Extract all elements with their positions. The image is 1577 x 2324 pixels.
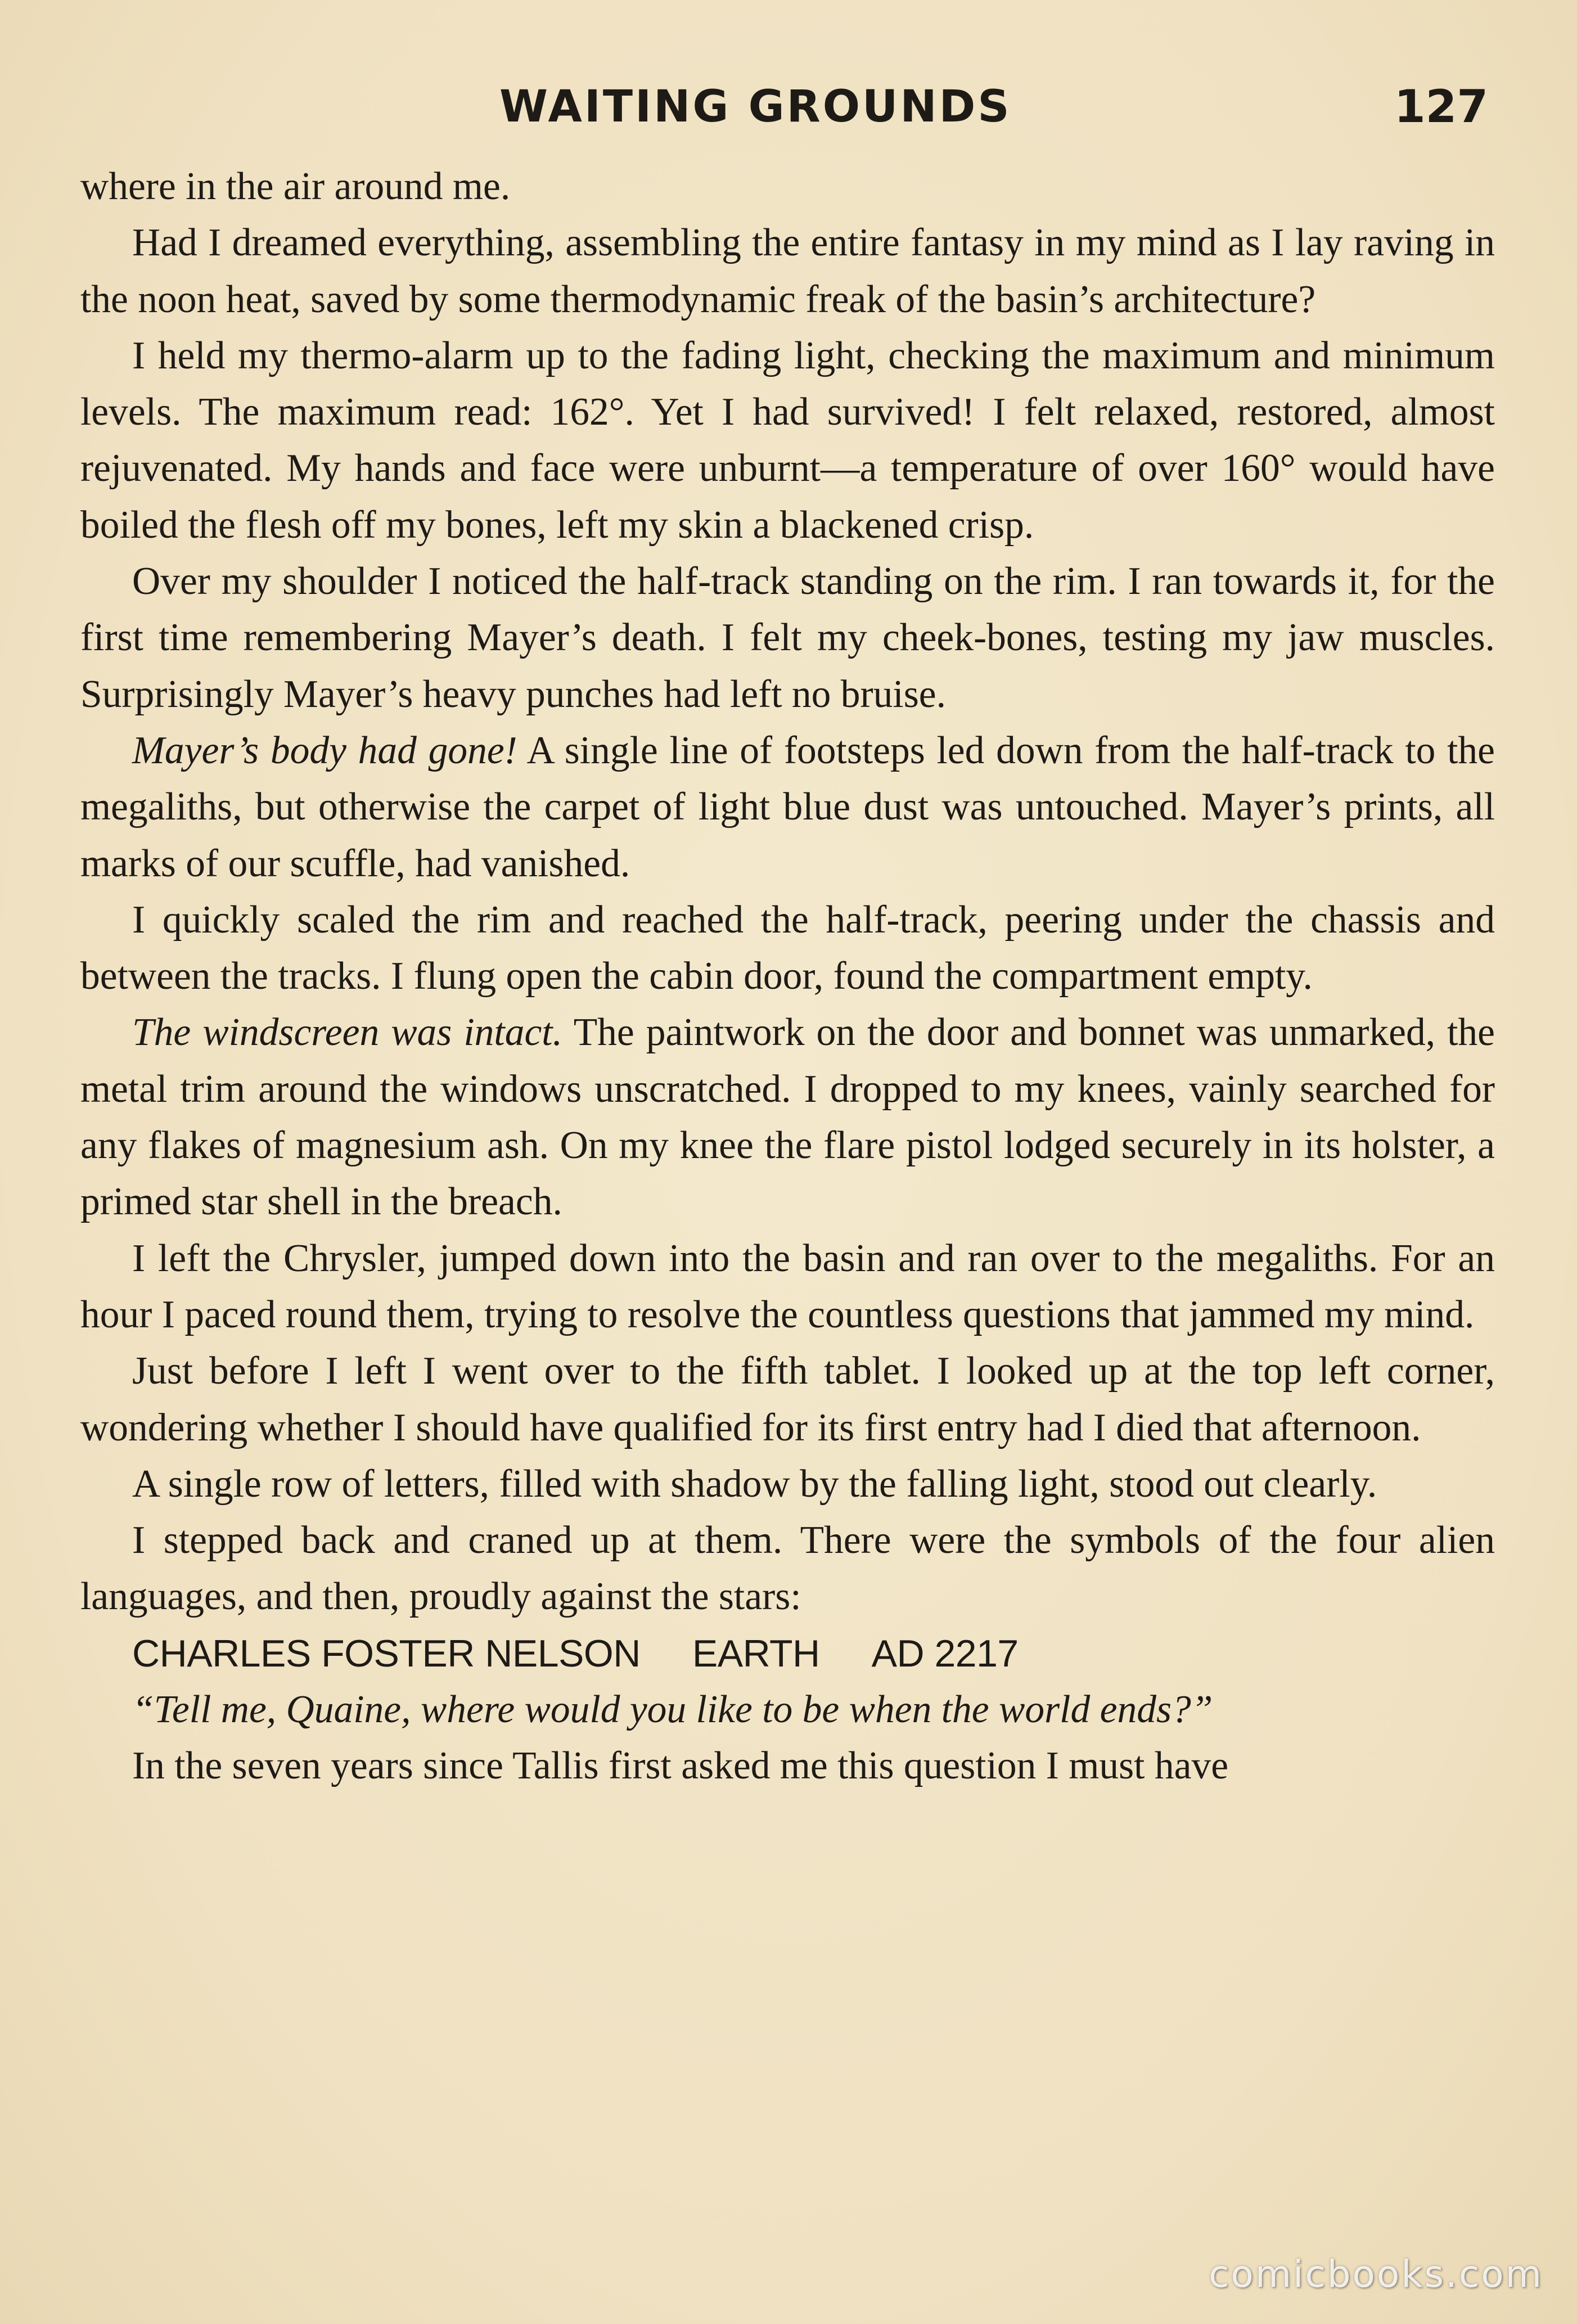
inscription-line	[80, 1625, 1495, 1682]
italic-lead: Mayer’s body had gone!	[132, 728, 517, 772]
paragraph: Over my shoulder I noticed the half-track standing on the rim. I ran towards it, for the first time remembering Mayer’s death. I felt my cheek-bones, testing my jaw muscles. Surprisingly Mayer’s heavy punches had left no bruise.	[80, 560, 1495, 716]
paragraph	[80, 1005, 1495, 1230]
paragraph-text: A single line of footsteps led down from the half-track to the megaliths, but otherwise the carpet of light blue dust was untouched. Mayer’s prints, all marks of our scuffle, had vanished.	[80, 728, 1495, 885]
inscription-name: CHARLES FOSTER NELSON	[132, 1632, 641, 1675]
chapter-title: WAITING GROUNDS	[499, 82, 1012, 132]
paragraph: Had I dreamed everything, assembling the entire fantasy in my mind as I lay raving in the noon heat, saved by some thermodynamic freak of the basin’s architecture?	[80, 221, 1495, 321]
quote-text: “Tell me, Quaine, where would you like to be when the world ends?”	[132, 1688, 1213, 1732]
paragraph: where in the air around me.	[80, 165, 511, 208]
inscription-date: AD 2217	[871, 1632, 1019, 1675]
quote-paragraph	[80, 1682, 1495, 1738]
paragraph: Just before I left I went over to the fifth tablet. I looked up at the top left corner, wondering whether I should have qualified for its first entry had I died that afternoon.	[80, 1349, 1495, 1449]
watermark: comicbooks.com	[1209, 2253, 1543, 2296]
inscription-planet: EARTH	[692, 1632, 820, 1675]
paragraph	[80, 723, 1495, 892]
paragraph: In the seven years since Tallis first asked me this question I must have	[132, 1744, 1229, 1788]
body-text	[80, 159, 1495, 1795]
paragraph: I held my thermo-alarm up to the fading light, checking the maximum and minimum levels. The maximum read: 162°. Yet I had survived! I felt relaxed, restored, almost rejuvenated. My hands and face were unburnt—a temperature of over 160° would have boiled the flesh off my bones, left my skin a blackened crisp.	[80, 334, 1495, 547]
paragraph: A single row of letters, filled with shadow by the falling light, stood out clearly.	[132, 1462, 1377, 1506]
paragraph-text: The paintwork on the door and bonnet was unmarked, the metal trim around the windows unscratched. I dropped to my knees, vainly searched for any flakes of magnesium ash. On my knee the flare pistol lodged securely in its holster, a primed star shell in the breach.	[80, 1011, 1495, 1224]
page-number: 127	[1394, 80, 1488, 133]
running-head	[0, 76, 1577, 138]
paragraph: I left the Chrysler, jumped down into the basin and ran over to the megaliths. For an hour I paced round them, trying to resolve the countless questions that jammed my mind.	[80, 1236, 1495, 1336]
paragraph: I stepped back and craned up at them. There were the symbols of the four alien languages, and then, proudly against the stars:	[80, 1519, 1495, 1619]
italic-lead: The windscreen was intact.	[132, 1011, 562, 1055]
paragraph: I quickly scaled the rim and reached the half-track, peering under the chassis and between the tracks. I flung open the cabin door, found the compartment empty.	[80, 898, 1495, 998]
